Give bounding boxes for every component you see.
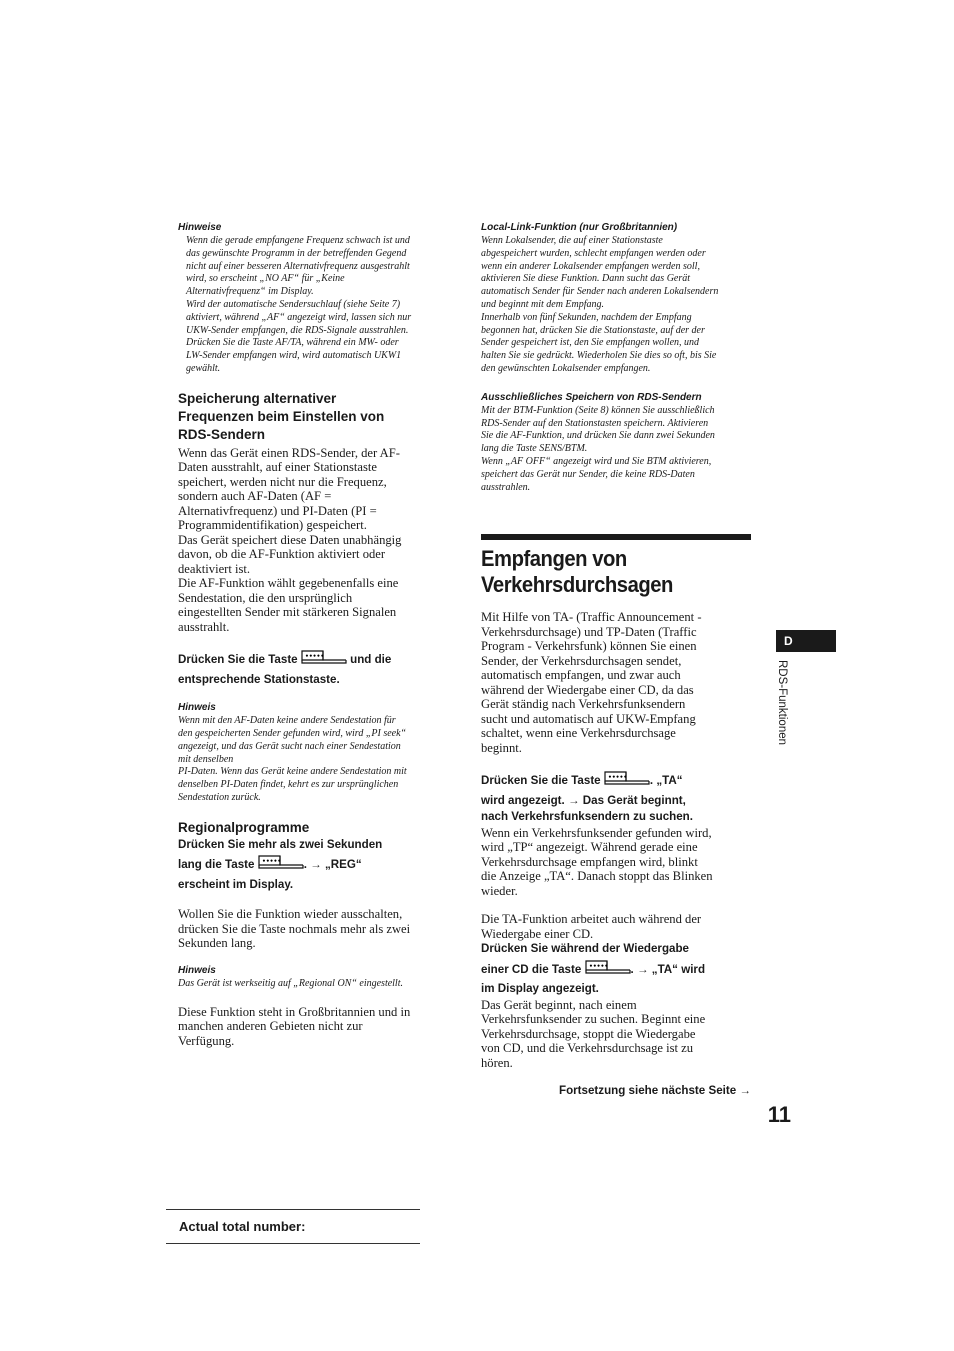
instruction-text: Drücken Sie die Taste [178, 653, 298, 667]
note-line: Mit der BTM-Funktion (Seite 8) können Sie ausschließlich [481, 404, 715, 416]
note-line: RDS-Sender auf den Stationstasten speichern. Aktivieren [481, 417, 709, 429]
note-line: Wenn mit den AF-Daten keine andere Sendestation für [178, 715, 396, 727]
body-line: sondern auch AF-Daten (AF = [178, 489, 332, 504]
intro-text [481, 610, 751, 755]
note-title: Hinweise [178, 222, 222, 233]
body-line: beginnt. [481, 740, 522, 755]
instruction-text: Drücken Sie die Taste [481, 774, 601, 788]
body-line: Wenn ein Verkehrsfunksender gefunden wird, [481, 825, 712, 840]
preset-key-icon [258, 853, 304, 877]
note-title: Local-Link-Funktion (nur Großbritannien) [481, 222, 678, 233]
note-line: Wenn die gerade empfangene Frequenz schwach ist und [186, 235, 410, 246]
note-title: Hinweis [178, 702, 216, 714]
body-line: Verkehrsdurchsage) und TP-Daten (Traffic [481, 624, 697, 639]
note-title: Ausschließliches Speichern von RDS-Sendern [481, 391, 702, 403]
body-line: eingestellten Sender mit stärkeren Signalen [178, 605, 397, 620]
instruction [481, 769, 751, 793]
body-line: Diese Funktion steht in Großbritannien und in [178, 1004, 411, 1019]
body-line: Die TA-Funktion arbeitet auch während der [481, 912, 702, 927]
instruction [481, 958, 751, 982]
body-line: während der Wiedergabe einer CD, da das [481, 682, 694, 697]
note-line: gewählt. [186, 362, 221, 374]
body-line: manchen anderen Gebieten nicht zur [178, 1019, 363, 1034]
note-rds-store [481, 405, 751, 495]
body-line: Verfügung. [178, 1033, 235, 1048]
section-heading: Regionalprogramme [178, 819, 310, 835]
page-number: 11 [767, 1102, 791, 1127]
body-line: davon, ob die AF-Funktion aktiviert oder [178, 547, 386, 562]
af-ta-key-icon [604, 769, 650, 793]
note-line: angezeigt, und das Gerät sucht nach einer Sendestation [178, 740, 401, 752]
body-line: Wollen Sie die Funktion wieder ausschalten, [178, 907, 403, 922]
af-ta-key-icon [585, 958, 631, 982]
svg-text:•••••: ••••• [304, 653, 325, 661]
instruction-text: . „TA“ [649, 774, 683, 788]
body-line: schaltet, wenn eine Verkehrsdurchsage [481, 726, 676, 741]
side-label-text: RDS-Funktionen [776, 660, 788, 746]
note-line: nicht auf einer besseren Alternativfrequenz ausgestrahlt [186, 260, 410, 272]
body-line: automatisch empfangen, und zwar auch [481, 668, 681, 683]
preset-key-icon [301, 648, 347, 672]
instruction: Drücken Sie mehr als zwei Sekunden [178, 837, 383, 851]
footer-label: Actual total number: [179, 1219, 306, 1234]
note-line: aktiviert, während „AF“ angezeigt wird, lassen sich nur [186, 311, 412, 323]
note-line: UKW-Sender empfangen, die RDS-Signale ausstrahlen. [186, 324, 409, 336]
body-line: hören. [481, 1055, 513, 1070]
note-line: Sie die AF-Funktion, und drücken Sie dann zwei Sekunden [481, 430, 715, 442]
side-label [772, 660, 792, 760]
body-line: Program - Verkehrsfunk) können Sie einen [481, 639, 697, 654]
body-line: Gerät ständig nach Verkehrsfunksendern [481, 697, 686, 712]
note-line: Sender gespeichert ist, den Sie empfangen wollen, und [481, 337, 700, 349]
note-line: Das Gerät ist werkseitig auf „Regional ON“ eingestellt. [178, 977, 403, 989]
instruction [178, 648, 444, 672]
body-line: Sendestation, die den ursprünglich [178, 590, 353, 605]
body-line: Programmidentifikation) gespeichert. [178, 518, 367, 533]
note-line: mit denselben [178, 753, 234, 765]
section-body [178, 446, 444, 635]
body-line: Daten ausstrahlt, auf einer Stationstaste [178, 460, 377, 475]
footer-box [166, 1209, 420, 1244]
note-line: LW-Sender empfangen wird, wird automatisch UKW1 [186, 350, 402, 362]
section-heading: Frequenzen beim Einstellen von [178, 408, 385, 424]
body-line: wieder. [481, 883, 518, 898]
note-line: und beginnt mit dem Empfang. [481, 298, 605, 310]
body-line: drücken Sie die Taste nochmals mehr als zwei [178, 921, 411, 936]
note-line: lang die Taste SENS/BTM. [481, 443, 588, 455]
note-line: automatisch Sender für Sender nach anderen Lokalsendern [481, 286, 719, 298]
body-line: Das Gerät speichert diese Daten unabhängig [178, 532, 402, 547]
note-line: wird, so erscheint „NO AF“ für „Keine [186, 273, 345, 285]
svg-text:•••••: ••••• [607, 774, 628, 782]
section-tab: D [776, 630, 836, 652]
body-line: Sekunden lang. [178, 936, 256, 951]
note-line: denselben PI-Daten findet, kehrt es zur ursprünglichen [178, 779, 399, 791]
instruction: wird angezeigt. → Das Gerät beginnt, [481, 793, 686, 807]
body-line: Das Gerät beginnt, nach einem [481, 997, 637, 1012]
note-line: Wenn Lokalsender, die auf einer Stationstaste [481, 235, 663, 246]
left-column [178, 222, 444, 1048]
body-line: Die AF-Funktion wählt gegebenenfalls eine [178, 576, 399, 591]
right-column [481, 222, 751, 1097]
instruction: nach Verkehrsfunksendern zu suchen. [481, 810, 693, 824]
body-line: Wenn das Gerät einen RDS-Sender, der AF- [178, 445, 400, 460]
page-heading: Empfangen von [481, 546, 627, 572]
body-line: die Anzeige „TA“. Danach stoppt das Blinken [481, 869, 713, 884]
note-line: PI-Daten. Wenn das Gerät keine andere Sendestation mit [178, 766, 407, 778]
body-line: ausstrahlt. [178, 619, 230, 634]
section-heading: RDS-Sendern [178, 426, 266, 442]
body-line: sucht und automatisch auf UKW-Empfang [481, 711, 696, 726]
note-line: ausstrahlen. [481, 481, 531, 493]
section-heading: Speicherung alternativer [178, 390, 337, 406]
note-line: Wenn „AF OFF“ angezeigt wird und Sie BTM aktivieren, [481, 455, 712, 467]
instruction: im Display angezeigt. [481, 982, 599, 996]
instruction: erscheint im Display. [178, 877, 294, 891]
instruction: Drücken Sie während der Wiedergabe [481, 942, 690, 956]
body-line: Verkehrsfunksender zu suchen. Beginnt eine [481, 1012, 706, 1027]
body-line: Mit Hilfe von TA- (Traffic Announcement - [481, 610, 702, 625]
page-heading: Verkehrsdurchsagen [481, 572, 673, 598]
svg-text:•••••: ••••• [261, 858, 281, 866]
body-line: Wiedergabe einer CD. [481, 926, 594, 941]
instruction-text: . → „REG“ [303, 858, 362, 872]
heading-rule [481, 534, 751, 540]
note-line: abgespeichert wurden, schlecht empfangen werden oder [481, 247, 706, 259]
note-line: aktivieren Sie diese Funktion. Dann sucht das Gerät [481, 273, 691, 285]
continued-note: Fortsetzung siehe nächste Seite → [559, 1084, 751, 1098]
note-line: Drücken Sie die Taste AF/TA, während ein MW- oder [186, 337, 399, 349]
body-line: Alternativfrequenz) und PI-Daten (PI = [178, 503, 377, 518]
instruction-text: . → „TA“ wird [630, 962, 706, 976]
svg-text:•••••: ••••• [588, 962, 608, 970]
body-line: deaktiviert ist. [178, 561, 251, 576]
note-hinweise [178, 235, 444, 376]
instruction-text: lang die Taste [178, 858, 255, 872]
note-line: wenn ein anderer Lokalsender empfangen werden soll, [481, 260, 700, 272]
note-line: Alternativfrequenz“ im Display. [186, 286, 314, 298]
note-line: den gewünschten Lokalsender empfangen. [481, 362, 651, 374]
body-line: Verkehrsdurchsage empfangen wird, blinkt [481, 854, 698, 869]
note-hinweis [178, 715, 444, 805]
body-line: wird „TP“ angezeigt. Während gerade eine [481, 840, 698, 855]
body-line: Sender, der Verkehrsdurchsagen sendet, [481, 653, 682, 668]
note-line: das gewünschte Programm in der betreffenden Gegend [186, 247, 407, 259]
body-line: von CD, und die Verkehrsdurchsage ist zu [481, 1041, 694, 1056]
note-line: Wird der automatische Sendersuchlauf (siehe Seite 7) [186, 298, 401, 310]
instruction: entsprechende Stationstaste. [178, 672, 340, 686]
note-line: den gespeicherten Sender gefunden wird, wird „PI seek“ [178, 728, 407, 740]
body-line: speichert, werden nicht nur die Frequenz, [178, 474, 387, 489]
note-line: halten Sie sie gedrückt. Wiederholen Sie dies so oft, bis Sie [481, 350, 717, 362]
note-title: Hinweis [178, 964, 216, 976]
note-line: Innerhalb von fünf Sekunden, nachdem der Empfang [481, 311, 692, 323]
instruction [178, 853, 444, 877]
note-line: Sendestation zurück. [178, 792, 261, 804]
body-line: Verkehrsdurchsage, stoppt die Wiedergabe [481, 1026, 696, 1041]
note-line: speichert das Gerät nur Sender, die keine RDS-Daten [481, 468, 695, 480]
instruction-text: und die [350, 653, 392, 667]
instruction-text: einer CD die Taste [481, 962, 582, 976]
note-local-link [481, 235, 751, 376]
note-line: begonnen hat, drücken Sie die Stationstaste, auf der der [481, 324, 705, 336]
